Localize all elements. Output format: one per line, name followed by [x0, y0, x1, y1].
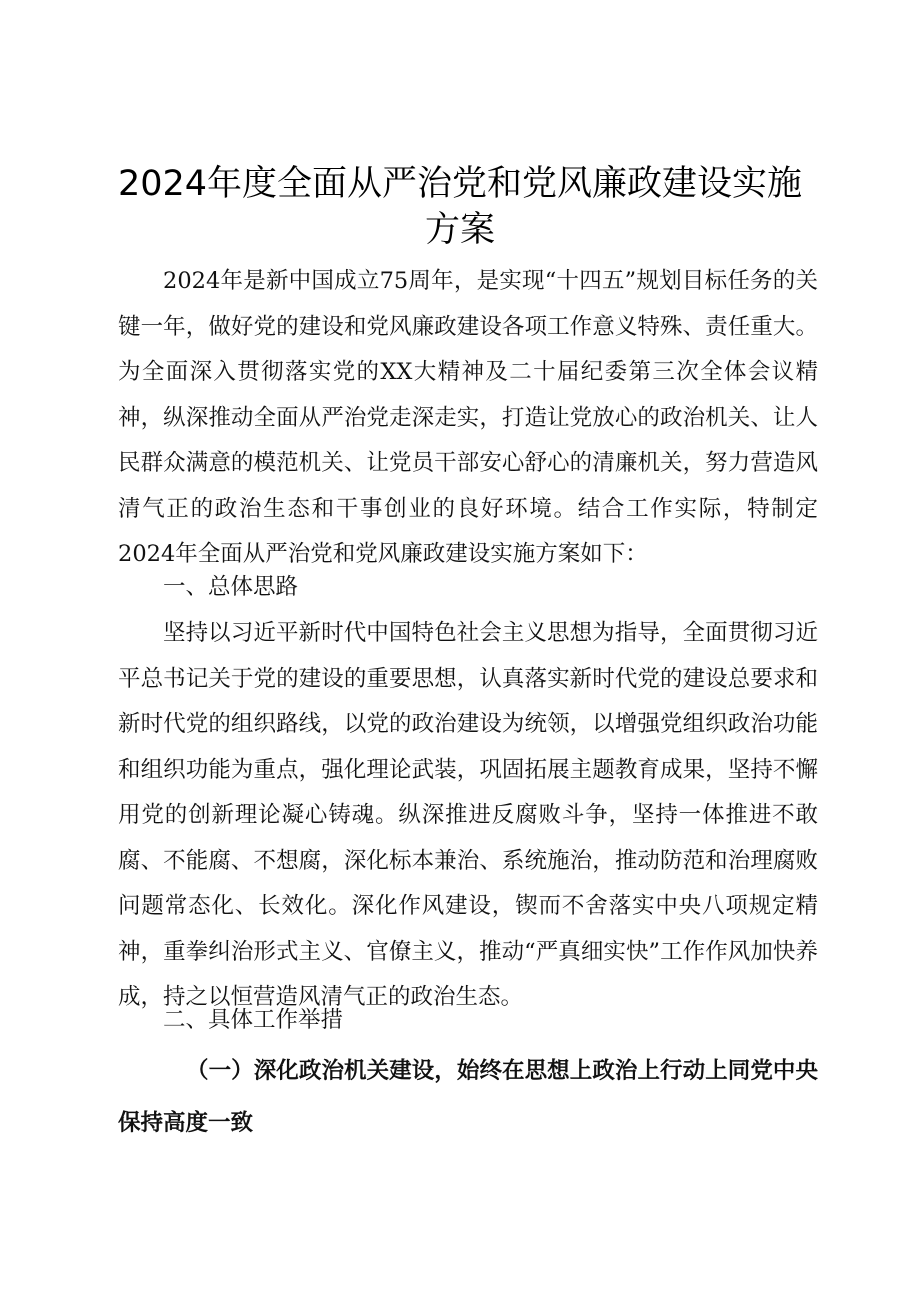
- document-title-line-1: 2024年度全面从严治党和党风廉政建设实施: [117, 164, 803, 204]
- section-2-heading: 二、具体工作举措: [163, 1007, 344, 1033]
- document-title-line-2: 方案: [424, 210, 495, 250]
- section-1-heading: 一、总体思路: [163, 574, 299, 600]
- section-1-paragraph: 坚持以习近平新时代中国特色社会主义思想为指导，全面贯彻习近平总书记关于党的建设的重要思想，认真落实新时代党的建设总要求和新时代党的组织路线，以党的政治建设为统领，以增强党组织政治功能和组织功能为重点，强化理论武装，巩固拓展主题教育成果，坚持不懈用党的创新理论凝心铸魂。纵深推进反腐败斗争，坚持一体推进不敢腐、不能腐、不想腐，深化标本兼治、系统施治，推动防范和治理腐败问题常态化、长效化。深化作风建设，锲而不舍落实中央八项规定精神，重拳纠治形式主义、官僚主义，推动“严真细实快”工作作风加快养成，持之以恒营造风清气正的政治生态。: [118, 620, 818, 1010]
- subsection-1-heading: （一）深化政治机关建设，始终在思想上政治上行动上同党中央保持高度一致: [118, 1058, 818, 1136]
- intro-paragraph: 2024年是新中国成立75周年，是实现“十四五”规划目标任务的关键一年，做好党的建设和党风廉政建设各项工作意义特殊、责任重大。为全面深入贯彻落实党的XX大精神及二十届纪委第三次全体会议精神，纵深推动全面从严治党走深走实，打造让党放心的政治机关、让人民群众满意的模范机关、让党员干部安心舒心的清廉机关，努力营造风清气正的政治生态和干事创业的良好环境。结合工作实际，特制定2024年全面从严治党和党风廉政建设实施方案如下：: [118, 268, 818, 567]
